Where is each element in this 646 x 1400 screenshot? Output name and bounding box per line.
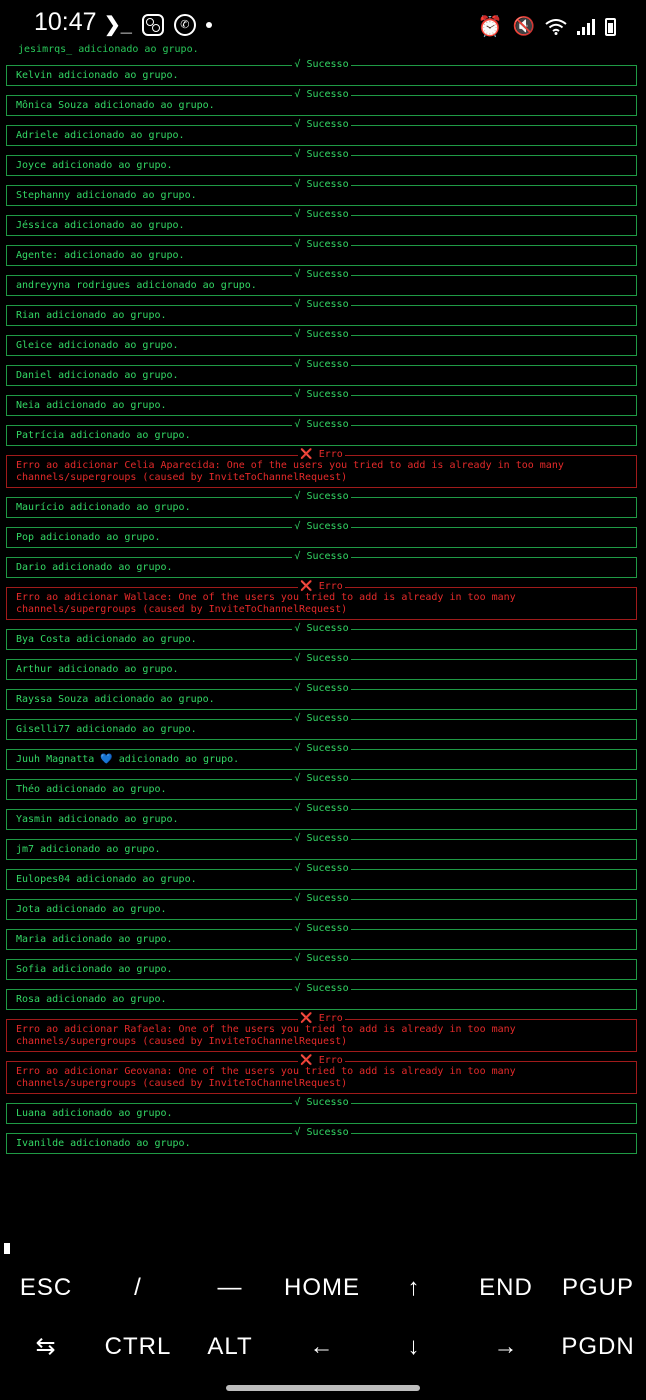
success-panel xyxy=(6,419,637,446)
panel-title xyxy=(7,358,636,372)
panel-message: Bya Costa adicionado ao grupo. xyxy=(16,634,197,645)
panel-message: Théo adicionado ao grupo. xyxy=(16,784,167,795)
success-title: √ Sucesso xyxy=(294,491,349,502)
panel-title xyxy=(7,982,636,996)
terminal-icon: ❯_ xyxy=(104,14,132,36)
panel-message: andreyyna rodrigues adicionado ao grupo. xyxy=(16,280,257,291)
panel-title xyxy=(7,238,636,252)
panel-message: Sofia adicionado ao grupo. xyxy=(16,964,173,975)
notification-icons xyxy=(104,12,212,37)
success-title: √ Sucesso xyxy=(294,359,349,370)
panel-title xyxy=(7,118,636,132)
panel-message: Erro ao adicionar Celia Aparecida: One of the users you tried to add is already in too many channels/supergroups (caused by InviteToChannelRequest) xyxy=(16,460,564,483)
panel-message: Pop adicionado ao grupo. xyxy=(16,532,161,543)
key-row1-3[interactable]: HOME xyxy=(284,1273,360,1301)
success-panel xyxy=(6,521,637,548)
panel-title xyxy=(7,580,636,594)
error-panel xyxy=(6,581,637,620)
extra-keys-bar xyxy=(0,1258,646,1376)
panel-message: Jota adicionado ao grupo. xyxy=(16,904,167,915)
success-title: √ Sucesso xyxy=(294,653,349,664)
success-title: √ Sucesso xyxy=(294,209,349,220)
signal-icon xyxy=(577,19,595,35)
panel-title xyxy=(7,148,636,162)
key-row2-4[interactable]: ↓ xyxy=(407,1332,421,1360)
panel-title xyxy=(7,520,636,534)
panel-title xyxy=(7,712,636,726)
panel-title xyxy=(7,418,636,432)
success-panel xyxy=(6,359,637,386)
success-title: √ Sucesso xyxy=(294,743,349,754)
success-title: √ Sucesso xyxy=(294,803,349,814)
success-title: √ Sucesso xyxy=(294,863,349,874)
key-row1-2[interactable]: — xyxy=(217,1273,243,1301)
panel-message: Erro ao adicionar Wallace: One of the users you tried to add is already in too many channels/supergroups (caused by InviteToChannelRequest) xyxy=(16,592,516,615)
panel-message: jm7 adicionado ao grupo. xyxy=(16,844,161,855)
success-title: √ Sucesso xyxy=(294,149,349,160)
mute-icon: 🔇 xyxy=(512,16,535,36)
success-panel xyxy=(6,953,637,980)
error-panel xyxy=(6,1013,637,1052)
key-row1-5[interactable]: END xyxy=(479,1273,533,1301)
success-title: √ Sucesso xyxy=(294,239,349,250)
success-title: √ Sucesso xyxy=(294,623,349,634)
success-panel xyxy=(6,653,637,680)
terminal-cursor xyxy=(4,1243,10,1254)
success-title: √ Sucesso xyxy=(294,269,349,280)
panel-title xyxy=(7,58,636,72)
success-title: √ Sucesso xyxy=(294,683,349,694)
panel-message: Kelvin adicionado ao grupo. xyxy=(16,70,179,81)
panel-title xyxy=(7,1054,636,1068)
panel-title xyxy=(7,268,636,282)
panel-message: Juuh Magnatta 💙 adicionado ao grupo. xyxy=(16,754,240,765)
key-row1-0[interactable]: ESC xyxy=(19,1273,73,1301)
error-title: ❌ Erro xyxy=(300,449,343,460)
success-title: √ Sucesso xyxy=(294,953,349,964)
success-title: √ Sucesso xyxy=(294,59,349,70)
key-row2-2[interactable]: ALT xyxy=(207,1332,253,1360)
success-panel xyxy=(6,551,637,578)
success-panel xyxy=(6,803,637,830)
success-panel xyxy=(6,983,637,1010)
panel-title xyxy=(7,178,636,192)
success-title: √ Sucesso xyxy=(294,521,349,532)
success-title: √ Sucesso xyxy=(294,833,349,844)
panel-message: Luana adicionado ao grupo. xyxy=(16,1108,173,1119)
success-title: √ Sucesso xyxy=(294,89,349,100)
panel-message: Rayssa Souza adicionado ao grupo. xyxy=(16,694,215,705)
panel-message: Rian adicionado ao grupo. xyxy=(16,310,167,321)
success-title: √ Sucesso xyxy=(294,1127,349,1138)
system-icons xyxy=(478,14,616,39)
success-title: √ Sucesso xyxy=(294,983,349,994)
success-panel xyxy=(6,179,637,206)
success-panel xyxy=(6,149,637,176)
panel-title xyxy=(7,742,636,756)
success-panel xyxy=(6,269,637,296)
key-row2-0[interactable]: ⇆ xyxy=(35,1333,57,1360)
key-row1-4[interactable]: ↑ xyxy=(407,1273,421,1301)
panel-message: Stephanny adicionado ao grupo. xyxy=(16,190,197,201)
success-title: √ Sucesso xyxy=(294,119,349,130)
key-row2-3[interactable]: ← xyxy=(309,1332,335,1360)
alarm-icon: ⏰ xyxy=(477,16,503,38)
panel-message: Gleice adicionado ao grupo. xyxy=(16,340,179,351)
panel-message: Maria adicionado ao grupo. xyxy=(16,934,173,945)
whatsapp-icon: ✆ xyxy=(174,14,196,36)
panel-title xyxy=(7,1096,636,1110)
panel-message: Erro ao adicionar Rafaela: One of the users you tried to add is already in too many channels/supergroups (caused by InviteToChannelRequest) xyxy=(16,1024,516,1047)
panel-message: Giselli77 adicionado ao grupo. xyxy=(16,724,197,735)
panel-message: Neia adicionado ao grupo. xyxy=(16,400,167,411)
success-panel xyxy=(6,59,637,86)
success-title: √ Sucesso xyxy=(294,923,349,934)
panel-message: Ivanilde adicionado ao grupo. xyxy=(16,1138,191,1149)
panel-title xyxy=(7,88,636,102)
success-title: √ Sucesso xyxy=(294,329,349,340)
panel-title xyxy=(7,490,636,504)
wifi-icon xyxy=(545,19,567,35)
panel-title xyxy=(7,652,636,666)
notification-dot-icon xyxy=(206,22,212,28)
panel-message: Mônica Souza adicionado ao grupo. xyxy=(16,100,215,111)
panel-title xyxy=(7,772,636,786)
success-title: √ Sucesso xyxy=(294,179,349,190)
panel-title xyxy=(7,208,636,222)
panel-title xyxy=(7,862,636,876)
success-title: √ Sucesso xyxy=(294,1097,349,1108)
error-title: ❌ Erro xyxy=(300,1013,343,1024)
panel-message: Agente: adicionado ao grupo. xyxy=(16,250,185,261)
success-panel xyxy=(6,743,637,770)
error-title: ❌ Erro xyxy=(300,1055,343,1066)
battery-icon xyxy=(605,18,616,36)
success-panel xyxy=(6,209,637,236)
success-panel xyxy=(6,1127,637,1154)
success-panel xyxy=(6,89,637,116)
success-panel xyxy=(6,1097,637,1124)
panel-title xyxy=(7,550,636,564)
panel-title xyxy=(7,622,636,636)
panel-title xyxy=(7,388,636,402)
panel-title xyxy=(7,328,636,342)
key-row2-6[interactable]: PGDN xyxy=(561,1332,635,1360)
gesture-nav-handle[interactable] xyxy=(226,1385,420,1391)
panel-message: Jéssica adicionado ao grupo. xyxy=(16,220,185,231)
success-panel xyxy=(6,491,637,518)
status-bar xyxy=(0,0,646,48)
key-row2-5[interactable]: → xyxy=(493,1332,519,1360)
terminal-output[interactable] xyxy=(6,44,637,1154)
key-row2-1[interactable]: CTRL xyxy=(104,1332,172,1360)
error-panel xyxy=(6,1055,637,1094)
panel-title xyxy=(7,952,636,966)
success-panel xyxy=(6,893,637,920)
panel-title xyxy=(7,1012,636,1026)
panel-message: Dario adicionado ao grupo. xyxy=(16,562,173,573)
panel-message: Eulopes04 adicionado ao grupo. xyxy=(16,874,197,885)
panel-title xyxy=(7,802,636,816)
success-panel xyxy=(6,833,637,860)
panel-message: Joyce adicionado ao grupo. xyxy=(16,160,173,171)
panel-title xyxy=(7,1126,636,1140)
panel-message: Rosa adicionado ao grupo. xyxy=(16,994,167,1005)
error-panel xyxy=(6,449,637,488)
success-panel xyxy=(6,773,637,800)
terminal-line: jesimrqs_ adicionado ao grupo. xyxy=(18,44,199,55)
clock: 10:47 xyxy=(34,8,97,36)
panel-message: Erro ao adicionar Geovana: One of the users you tried to add is already in too many channels/supergroups (caused by InviteToChannelRequest) xyxy=(16,1066,516,1089)
panel-title xyxy=(7,448,636,462)
success-title: √ Sucesso xyxy=(294,419,349,430)
success-panel xyxy=(6,863,637,890)
panel-message: Patrícia adicionado ao grupo. xyxy=(16,430,191,441)
success-panel xyxy=(6,389,637,416)
success-panel xyxy=(6,329,637,356)
success-panel xyxy=(6,119,637,146)
panel-title xyxy=(7,832,636,846)
success-title: √ Sucesso xyxy=(294,773,349,784)
panel-message: Yasmin adicionado ao grupo. xyxy=(16,814,179,825)
success-title: √ Sucesso xyxy=(294,713,349,724)
success-panel xyxy=(6,623,637,650)
error-title: ❌ Erro xyxy=(300,581,343,592)
app-icon xyxy=(142,14,164,36)
panel-message: Daniel adicionado ao grupo. xyxy=(16,370,179,381)
panel-message: Maurício adicionado ao grupo. xyxy=(16,502,191,513)
key-row1-1[interactable]: / xyxy=(134,1273,142,1301)
success-panel xyxy=(6,239,637,266)
panel-title xyxy=(7,298,636,312)
success-panel xyxy=(6,299,637,326)
success-panel xyxy=(6,923,637,950)
panel-title xyxy=(7,922,636,936)
success-panel xyxy=(6,683,637,710)
success-title: √ Sucesso xyxy=(294,389,349,400)
key-row1-6[interactable]: PGUP xyxy=(561,1273,634,1301)
panel-title xyxy=(7,682,636,696)
panel-message: Adriele adicionado ao grupo. xyxy=(16,130,185,141)
success-title: √ Sucesso xyxy=(294,551,349,562)
panel-message: Arthur adicionado ao grupo. xyxy=(16,664,179,675)
success-panel xyxy=(6,713,637,740)
success-title: √ Sucesso xyxy=(294,299,349,310)
panel-title xyxy=(7,892,636,906)
success-title: √ Sucesso xyxy=(294,893,349,904)
